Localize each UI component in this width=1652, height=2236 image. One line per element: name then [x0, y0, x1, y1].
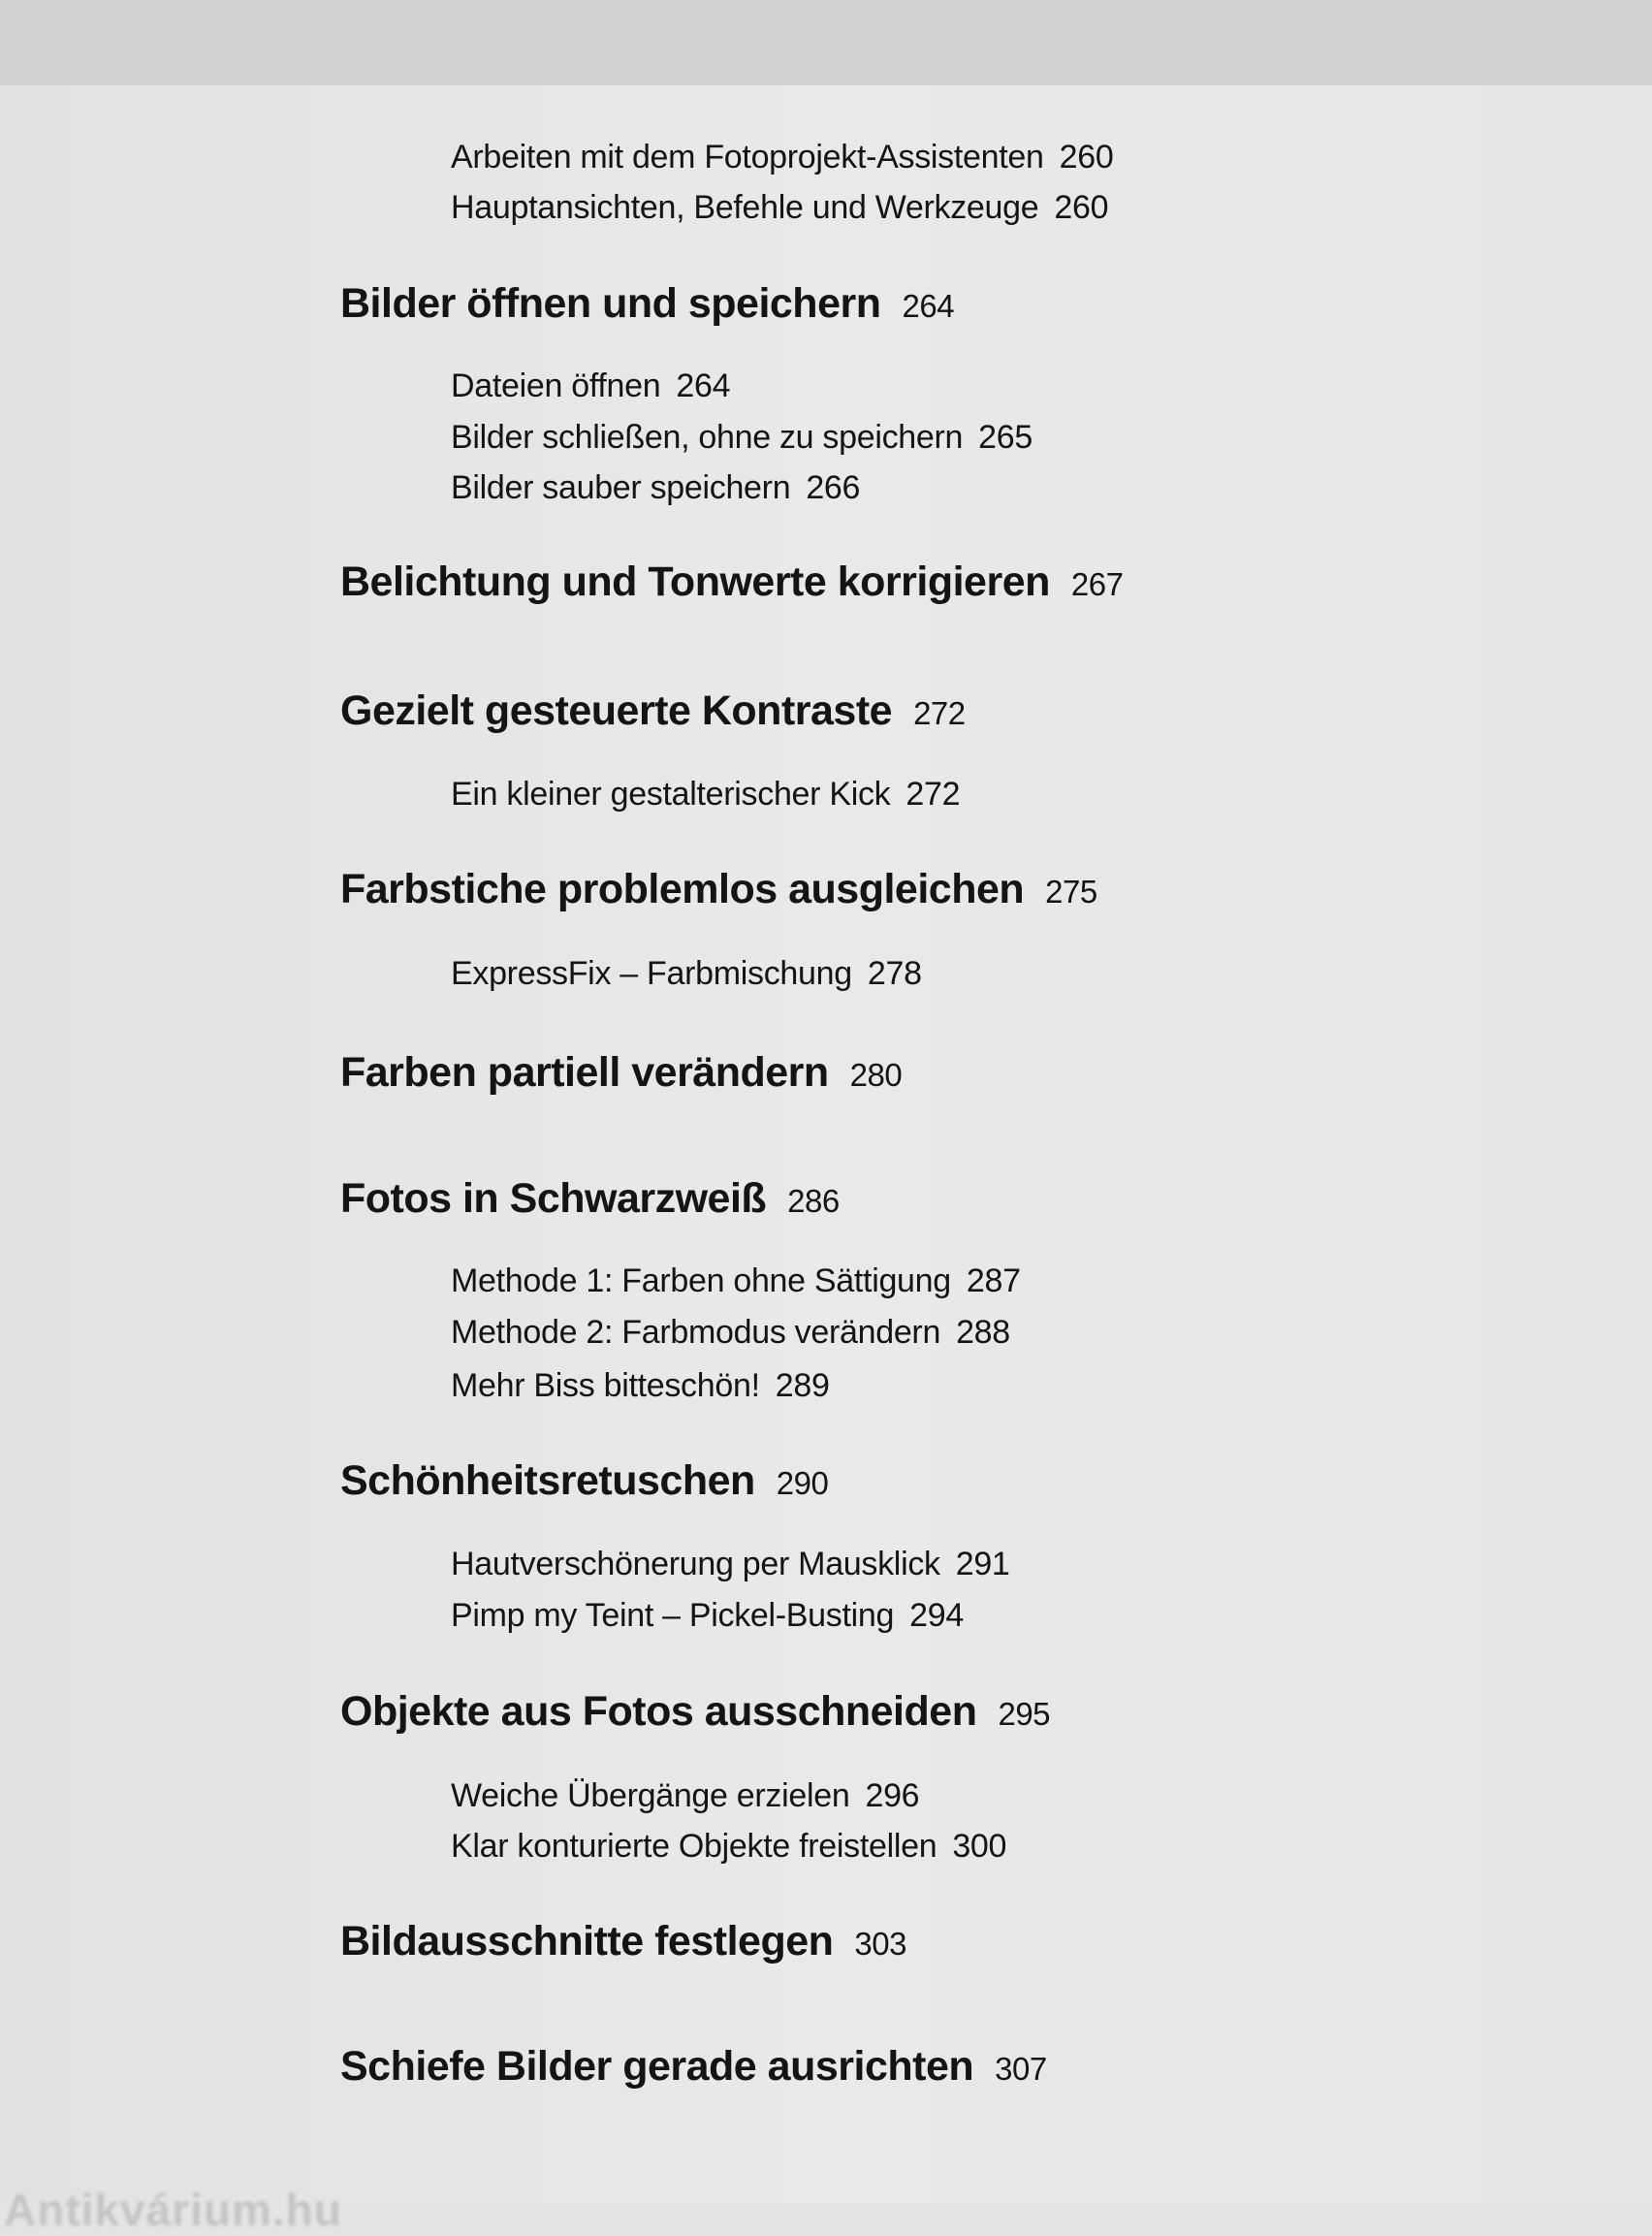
toc-section-entry [451, 463, 860, 512]
toc-section-entry [451, 1822, 1006, 1870]
toc-page-number: 307 [995, 2051, 1047, 2087]
toc-page-number: 296 [865, 1777, 920, 1814]
toc-entry-title: Farbstiche problemlos ausgleichen [340, 866, 1025, 912]
toc-entry-title: Dateien öffnen [451, 367, 661, 404]
toc-page-number: 260 [1054, 189, 1109, 226]
toc-chapter-entry [340, 274, 954, 335]
toc-page-number: 275 [1045, 874, 1097, 910]
toc-page-number: 272 [913, 695, 966, 731]
toc-page-number: 287 [966, 1262, 1021, 1299]
toc-entry-title: Pimp my Teint – Pickel-Busting [451, 1597, 895, 1634]
toc-section-entry [451, 133, 1113, 181]
toc-entry-title: Bilder öffnen und speichern [340, 280, 881, 327]
toc-chapter-entry [340, 1043, 902, 1104]
toc-page-number: 289 [775, 1367, 830, 1404]
toc-page-number: 260 [1059, 139, 1114, 176]
toc-page-number: 303 [854, 1926, 906, 1962]
toc-chapter-entry [340, 2037, 1047, 2098]
toc-section-entry [451, 362, 730, 410]
toc-section-entry [451, 1772, 919, 1820]
toc-page-number: 280 [849, 1057, 903, 1093]
toc-entry-title: Schönheitsretuschen [340, 1457, 755, 1504]
toc-section-entry [451, 770, 960, 818]
toc-page-number: 264 [676, 367, 731, 404]
toc-page-number: 264 [902, 288, 955, 324]
toc-entry-title: Arbeiten mit dem Fotoprojekt-Assistenten [451, 139, 1044, 176]
toc-entry-title: Methode 2: Farbmodus verändern [451, 1314, 941, 1351]
toc-page-number: 265 [978, 419, 1032, 456]
toc-entry-title: Farben partiell verändern [340, 1049, 829, 1096]
toc-entry-title: Gezielt gesteuerte Kontraste [340, 687, 893, 734]
toc-section-entry [451, 1591, 964, 1640]
toc-section-entry [451, 1361, 830, 1410]
toc-entry-title: ExpressFix – Farbmischung [451, 955, 852, 992]
toc-entry-title: Hautverschönerung per Mausklick [451, 1546, 940, 1582]
toc-entry-title: Fotos in Schwarzweiß [340, 1175, 767, 1222]
toc-entry-title: Objekte aus Fotos ausschneiden [340, 1688, 977, 1735]
toc-entry-title: Bilder sauber speichern [451, 469, 791, 506]
toc-entry-title: Mehr Biss bitteschön! [451, 1367, 760, 1404]
toc-section-entry [451, 1257, 1021, 1305]
toc-chapter-entry [340, 1682, 1050, 1743]
toc-chapter-entry [340, 553, 1123, 614]
toc-entry-title: Bildausschnitte festlegen [340, 1918, 834, 1964]
background-top-band [0, 0, 1652, 85]
toc-page-number: 290 [776, 1465, 829, 1501]
toc-page-number: 295 [998, 1696, 1051, 1732]
toc-section-entry [451, 1308, 1010, 1357]
toc-section-entry [451, 183, 1108, 232]
book-page [0, 85, 1652, 2203]
toc-entry-title: Hauptansichten, Befehle und Werkzeuge [451, 189, 1039, 226]
toc-section-entry [451, 413, 1032, 462]
toc-chapter-entry [340, 1169, 840, 1230]
toc-entry-title: Weiche Übergänge erzielen [451, 1777, 850, 1814]
toc-entry-title: Schiefe Bilder gerade ausrichten [340, 2043, 974, 2090]
toc-entry-title: Klar konturierte Objekte freistellen [451, 1828, 937, 1865]
toc-chapter-entry [340, 1452, 828, 1513]
toc-entry-title: Belichtung und Tonwerte korrigieren [340, 559, 1050, 605]
watermark: Antikvárium.hu [4, 2185, 342, 2235]
toc-page-number: 266 [806, 469, 861, 506]
toc-page-number: 294 [909, 1597, 964, 1634]
toc-section-entry [451, 1540, 1010, 1588]
toc-entry-title: Methode 1: Farben ohne Sättigung [451, 1262, 951, 1299]
toc-entry-title: Bilder schließen, ohne zu speichern [451, 419, 964, 456]
toc-chapter-entry [340, 860, 1097, 921]
toc-page-number: 286 [787, 1183, 840, 1219]
toc-section-entry [451, 949, 922, 998]
toc-page-number: 278 [867, 955, 922, 992]
toc-page-number: 288 [956, 1314, 1010, 1351]
toc-entry-title: Ein kleiner gestalterischer Kick [451, 776, 891, 813]
toc-page-number: 300 [952, 1828, 1007, 1865]
toc-page-number: 267 [1070, 566, 1124, 602]
toc-chapter-entry [340, 682, 966, 743]
toc-page-number: 272 [905, 776, 961, 813]
toc-page-number: 291 [955, 1546, 1010, 1582]
toc-chapter-entry [340, 1912, 906, 1973]
